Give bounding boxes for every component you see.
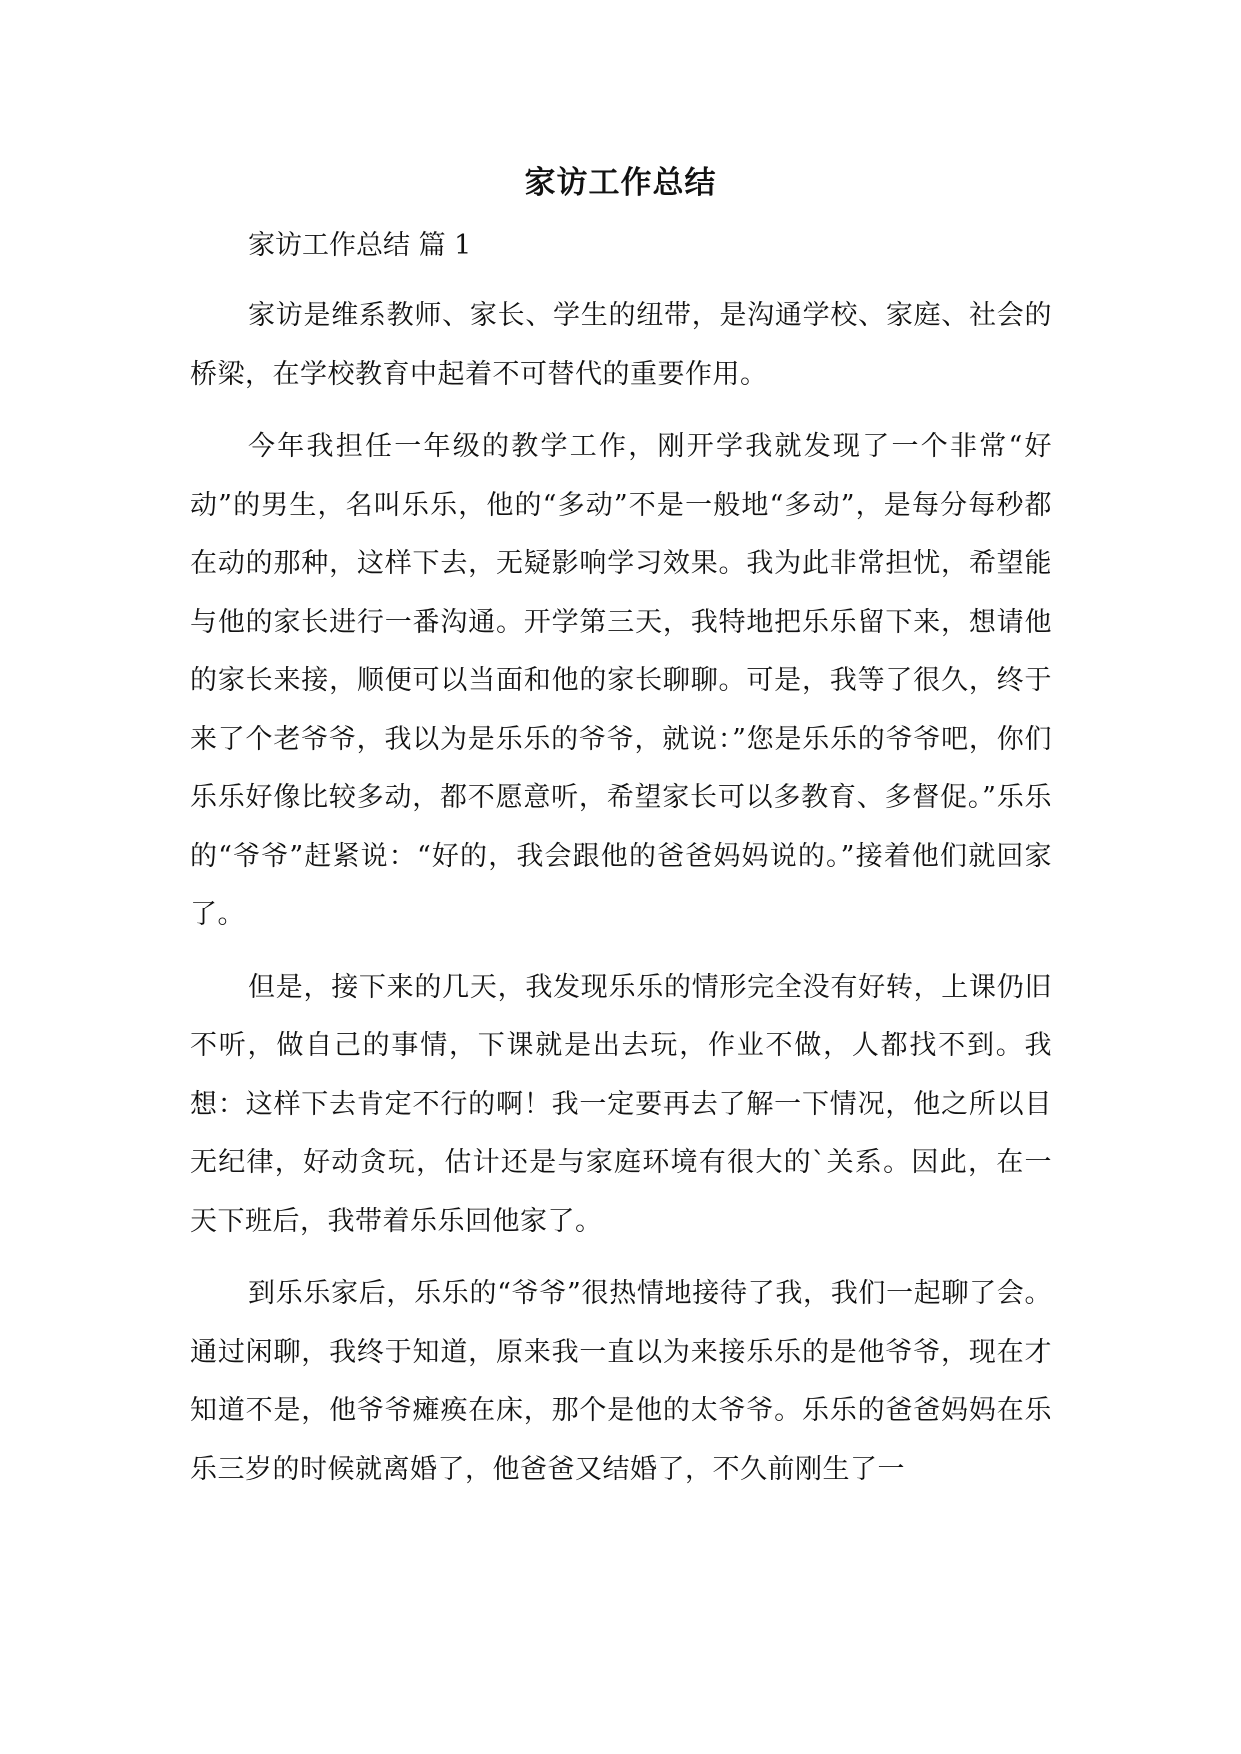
section-heading: 家访工作总结 篇 1 [248, 230, 472, 261]
document-body [190, 222, 1052, 1513]
paragraph-4: 到乐乐家后，乐乐的“爷爷”很热情地接待了我，我们一起聊了会。通过闲聊，我终于知道，原来我一直以为来接乐乐的是他爷爷，现在才知道不是，他爷爷瘫痪在床，那个是他的太爷爷。乐乐的爸爸妈妈在乐乐三岁的时候就离婚了，他爸爸又结婚了，不久前刚生了一 [190, 1278, 1052, 1485]
document-title: 家访工作总结 [524, 165, 717, 201]
paragraph-2: 今年我担任一年级的教学工作，刚开学我就发现了一个非常“好动”的男生，名叫乐乐，他的“多动”不是一般地“多动”，是每分每秒都在动的那种，这样下去，无疑影响学习效果。我为此非常担忧，希望能与他的家长进行一番沟通。开学第三天，我特地把乐乐留下来，想请他的家长来接，顺便可以当面和他的家长聊聊。可是，我等了很久，终于来了个老爷爷，我以为是乐乐的爷爷，就说：”您是乐乐的爷爷吧，你们乐乐好像比较多动，都不愿意听，希望家长可以多教育、多督促。”乐乐的“爷爷”赶紧说：“好的，我会跟他的爸爸妈妈说的。”接着他们就回家了。 [190, 431, 1052, 930]
paragraph-3: 但是，接下来的几天，我发现乐乐的情形完全没有好转，上课仍旧不听，做自己的事情，下课就是出去玩，作业不做，人都找不到。我想：这样下去肯定不行的啊！我一定要再去了解一下情况，他之所以目无纪律，好动贪玩，估计还是与家庭环境有很大的`关系。因此，在一天下班后，我带着乐乐回他家了。 [190, 971, 1052, 1237]
paragraph-1: 家访是维系教师、家长、学生的纽带，是沟通学校、家庭、社会的桥梁，在学校教育中起着不可替代的重要作用。 [190, 300, 1052, 390]
